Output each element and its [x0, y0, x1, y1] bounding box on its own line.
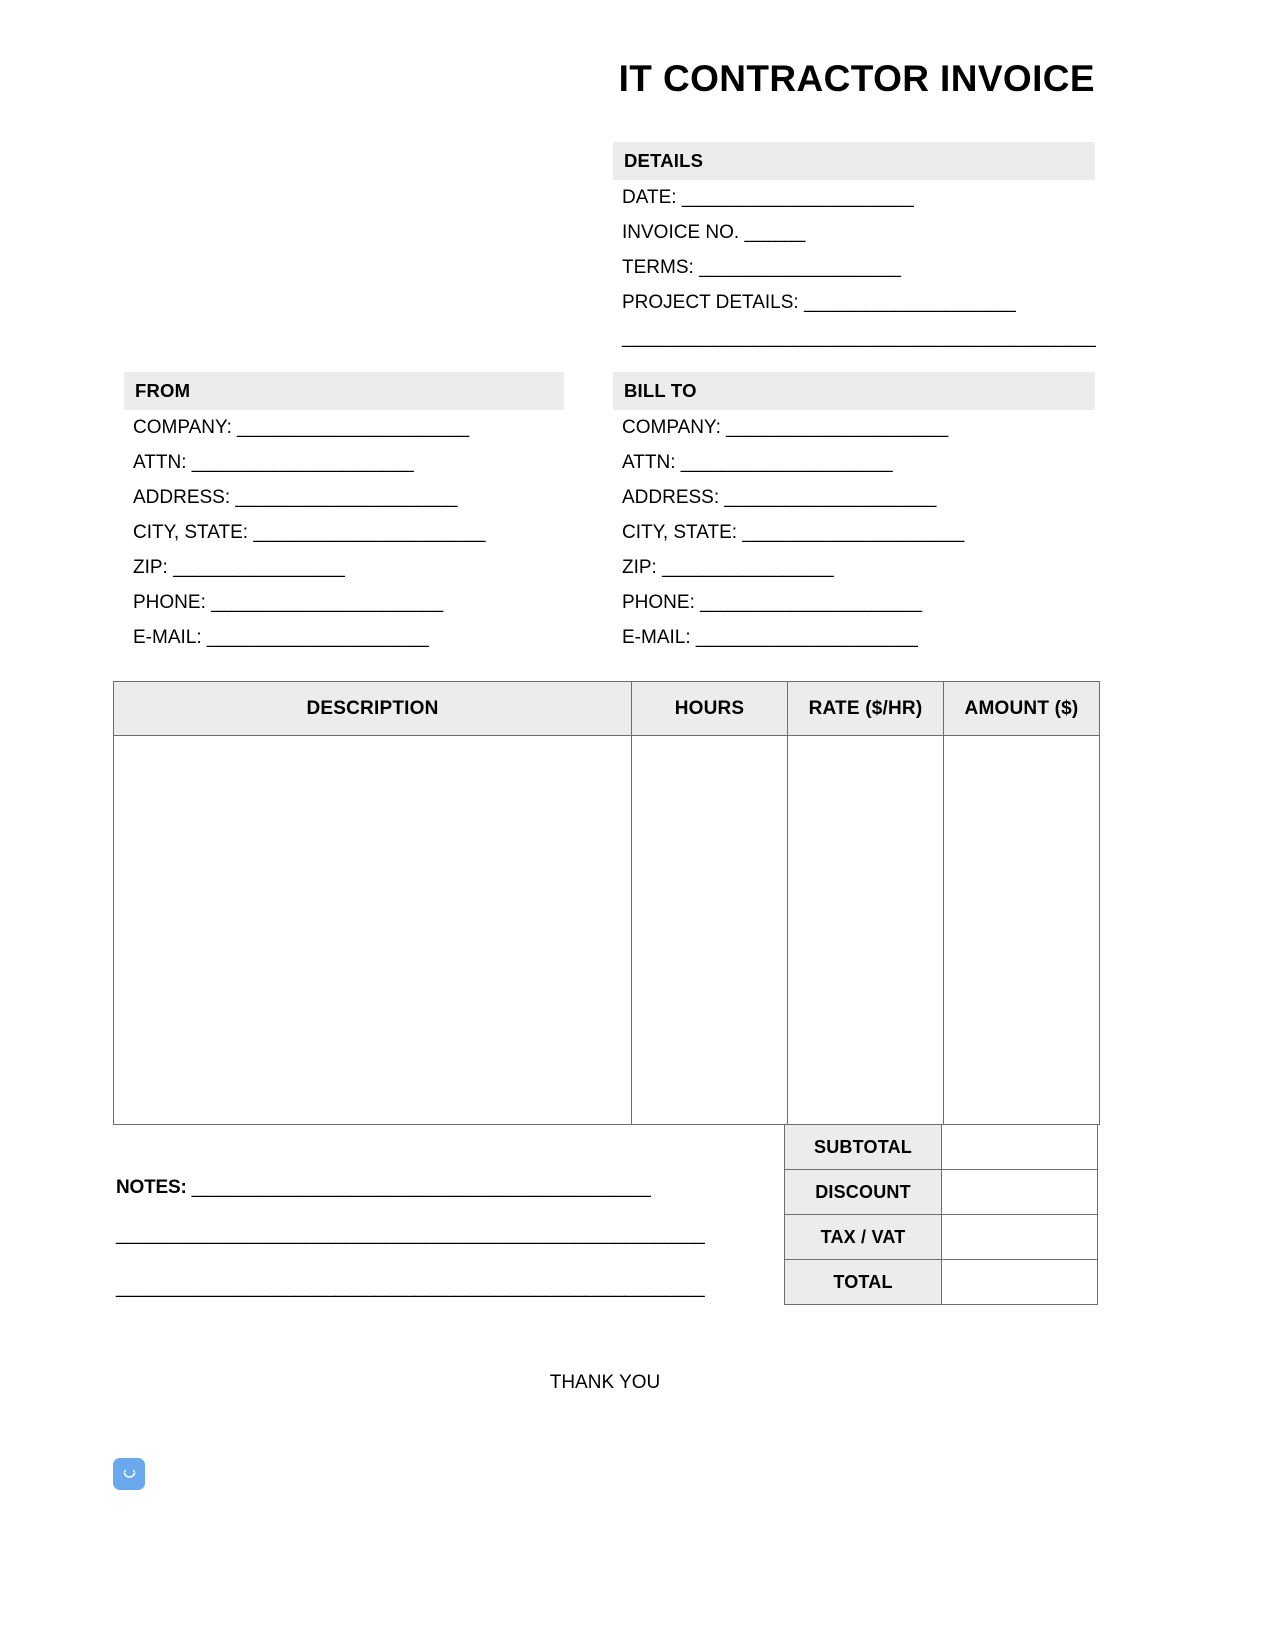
from-city-state-label: CITY, STATE: [133, 522, 249, 543]
notes-label: NOTES: [116, 1177, 187, 1198]
from-city-state[interactable] [124, 515, 564, 550]
bill-to-address[interactable] [613, 480, 1095, 515]
column-header-amount: AMOUNT ($) [944, 682, 1100, 736]
bill-to-phone[interactable] [613, 585, 1095, 620]
thank-you-text: THANK YOU [549, 1372, 661, 1393]
field-date[interactable] [613, 180, 1095, 215]
field-project-details-rule-2[interactable]: _______________________________________________ [622, 327, 1096, 348]
cell-amount[interactable] [944, 736, 1100, 1125]
from-city-state-rule: _______________________ [253, 522, 485, 543]
from-zip-label: ZIP: [133, 557, 168, 578]
bill-to-phone-label: PHONE: [622, 592, 695, 613]
bill-to-city-state[interactable] [613, 515, 1095, 550]
field-terms-rule: ____________________ [699, 257, 901, 278]
field-date-label: DATE: [622, 187, 677, 208]
column-header-hours: HOURS [632, 682, 788, 736]
totals-label-discount: DISCOUNT [785, 1170, 942, 1215]
bill-to-zip-rule: _________________ [662, 557, 834, 578]
line-items-table [113, 681, 1100, 1125]
smiley-icon [121, 1466, 138, 1483]
details-section [613, 142, 1095, 355]
cell-description[interactable] [114, 736, 632, 1125]
from-attn-label: ATTN: [133, 452, 187, 473]
bill-to-email[interactable] [613, 620, 1095, 655]
notes-rule-2[interactable]: ___________________________________________________________ [116, 1224, 705, 1245]
from-email-label: E-MAIL: [133, 627, 202, 648]
totals-value-subtotal[interactable] [942, 1125, 1098, 1170]
field-invoice-no-label: INVOICE NO. [622, 222, 740, 243]
totals-label-total: TOTAL [785, 1260, 942, 1305]
bill-to-heading: BILL TO [613, 372, 1095, 410]
cell-rate[interactable] [788, 736, 944, 1125]
bill-to-attn-rule: _____________________ [680, 452, 893, 473]
from-email[interactable] [124, 620, 564, 655]
bill-to-company-label: COMPANY: [622, 417, 721, 438]
from-phone-label: PHONE: [133, 592, 206, 613]
bill-to-zip-label: ZIP: [622, 557, 657, 578]
from-zip[interactable] [124, 550, 564, 585]
field-invoice-no-rule: ______ [744, 222, 805, 243]
bill-to-company[interactable] [613, 410, 1095, 445]
cell-hours[interactable] [632, 736, 788, 1125]
field-project-details-rule: _____________________ [803, 292, 1016, 313]
from-phone[interactable] [124, 585, 564, 620]
notes-section [116, 1168, 716, 1314]
bill-to-city-state-label: CITY, STATE: [622, 522, 738, 543]
from-zip-rule: _________________ [173, 557, 345, 578]
field-invoice-no[interactable] [613, 215, 1095, 250]
totals-row-subtotal [785, 1125, 1098, 1170]
logo-badge[interactable] [113, 1458, 145, 1490]
bill-to-address-label: ADDRESS: [622, 487, 720, 508]
notes-rule-1: ______________________________________________ [191, 1177, 651, 1198]
from-attn[interactable] [124, 445, 564, 480]
field-terms[interactable] [613, 250, 1095, 285]
from-company-label: COMPANY: [133, 417, 232, 438]
bill-to-attn[interactable] [613, 445, 1095, 480]
from-phone-rule: _______________________ [211, 592, 443, 613]
totals-value-discount[interactable] [942, 1170, 1098, 1215]
table-row [114, 736, 1100, 1125]
page-title: IT CONTRACTOR INVOICE [618, 58, 1095, 99]
totals-row-discount [785, 1170, 1098, 1215]
from-address[interactable] [124, 480, 564, 515]
details-heading: DETAILS [613, 142, 1095, 180]
from-section [124, 372, 564, 655]
totals-row-tax-vat [785, 1215, 1098, 1260]
bill-to-zip[interactable] [613, 550, 1095, 585]
bill-to-email-label: E-MAIL: [622, 627, 691, 648]
totals-row-total [785, 1260, 1098, 1305]
notes-rule-3[interactable]: ___________________________________________________________ [116, 1277, 705, 1298]
totals-label-tax-vat: TAX / VAT [785, 1215, 942, 1260]
bill-to-phone-rule: ______________________ [700, 592, 922, 613]
field-terms-label: TERMS: [622, 257, 694, 278]
notes-first-line[interactable] [116, 1168, 716, 1208]
bill-to-company-rule: ______________________ [726, 417, 948, 438]
from-address-label: ADDRESS: [133, 487, 231, 508]
bill-to-address-rule: _____________________ [724, 487, 936, 508]
from-address-rule: ______________________ [235, 487, 457, 508]
field-project-details[interactable] [613, 285, 1095, 320]
from-email-rule: ______________________ [206, 627, 429, 648]
from-heading: FROM [124, 372, 564, 410]
bill-to-email-rule: ______________________ [695, 627, 918, 648]
totals-value-tax-vat[interactable] [942, 1215, 1098, 1260]
column-header-description: DESCRIPTION [114, 682, 632, 736]
bill-to-attn-label: ATTN: [622, 452, 676, 473]
totals-table [784, 1124, 1098, 1305]
totals-label-subtotal: SUBTOTAL [785, 1125, 942, 1170]
column-header-rate: RATE ($/HR) [788, 682, 944, 736]
from-company-rule: _______________________ [237, 417, 469, 438]
field-date-rule: _______________________ [681, 187, 914, 208]
bill-to-city-state-rule: ______________________ [742, 522, 964, 543]
from-attn-rule: ______________________ [191, 452, 414, 473]
field-project-details-label: PROJECT DETAILS: [622, 292, 799, 313]
bill-to-section [613, 372, 1095, 655]
line-items-header-row [114, 682, 1100, 736]
from-company[interactable] [124, 410, 564, 445]
totals-value-total[interactable] [942, 1260, 1098, 1305]
